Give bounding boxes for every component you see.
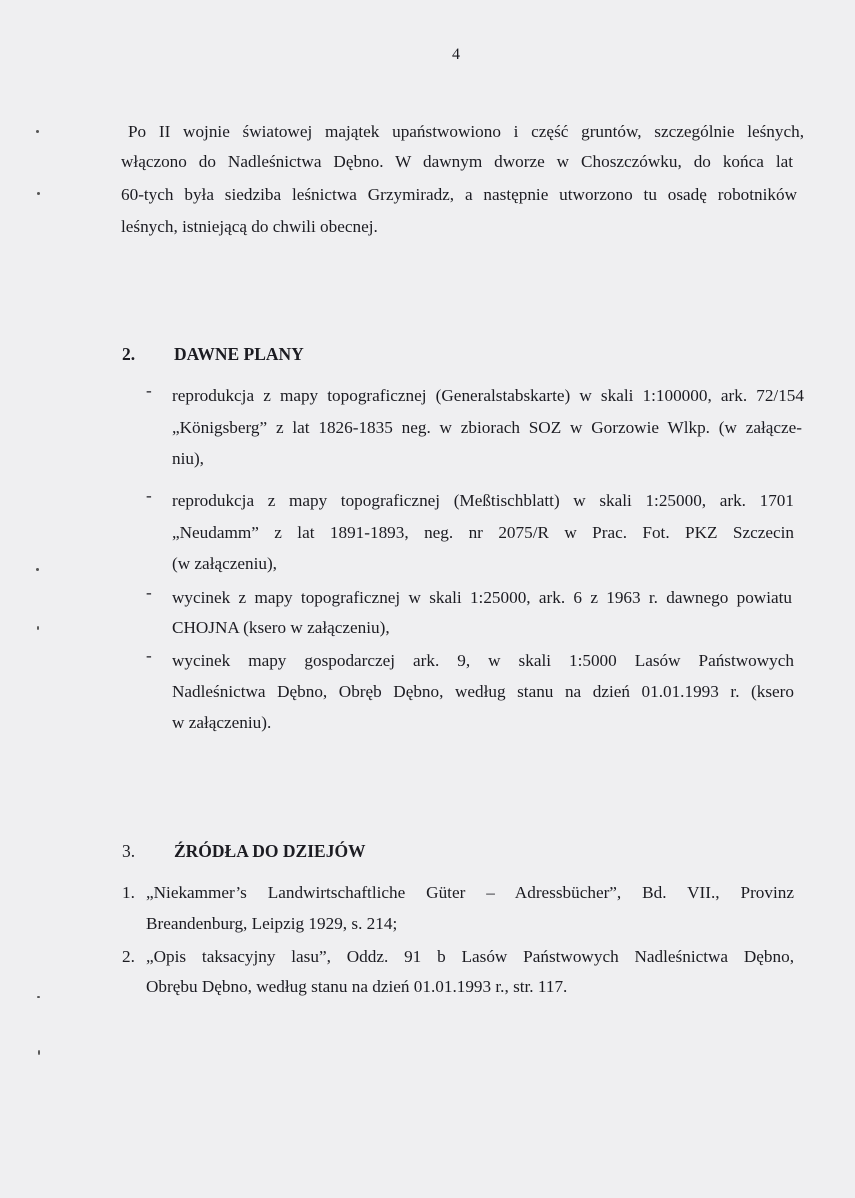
source-2-line-2: Obrębu Dębno, według stanu na dzień 01.01.1993 r., str. 117. xyxy=(146,977,568,996)
intro-line-1: Po II wojnie światowej majątek upaństwowiono i część gruntów, szczególnie leśnych, xyxy=(128,122,804,141)
source-2-number: 2. xyxy=(122,947,135,966)
margin-speck xyxy=(36,130,39,133)
section-2-title: DAWNE PLANY xyxy=(174,344,304,364)
plan-item-1-line-1: reprodukcja z mapy topograficznej (Generalstabskarte) w skali 1:100000, ark. 72/154 xyxy=(172,386,804,405)
list-bullet: - xyxy=(146,381,152,400)
section-3-number: 3. xyxy=(122,841,136,861)
list-bullet: - xyxy=(146,583,152,602)
intro-line-3: 60-tych była siedziba leśnictwa Grzymiradz, a następnie utworzono tu osadę robotników xyxy=(121,185,797,204)
plan-item-4-line-3: w załączeniu). xyxy=(172,713,272,732)
source-1-number: 1. xyxy=(122,883,135,902)
intro-line-2: włączono do Nadleśnictwa Dębno. W dawnym dworze w Choszczówku, do końca lat xyxy=(121,152,793,171)
source-1-line-1: „Niekammer’s Landwirtschaftliche Güter – Adressbücher”, Bd. VII., Provinz xyxy=(146,883,794,902)
margin-speck xyxy=(37,192,40,195)
page-number: 4 xyxy=(452,46,460,63)
margin-speck xyxy=(38,1050,40,1055)
plan-item-2-line-3: (w załączeniu), xyxy=(172,554,277,573)
plan-item-2-line-2: „Neudamm” z lat 1891-1893, neg. nr 2075/R w Prac. Fot. PKZ Szczecin xyxy=(172,523,794,542)
plan-item-4-line-1: wycinek mapy gospodarczej ark. 9, w skali 1:5000 Lasów Państwowych xyxy=(172,651,794,670)
plan-item-3-line-2: CHOJNA (ksero w załączeniu), xyxy=(172,618,390,637)
plan-item-1-line-3: niu), xyxy=(172,449,204,468)
plan-item-2-line-1: reprodukcja z mapy topograficznej (Meßtischblatt) w skali 1:25000, ark. 1701 xyxy=(172,491,794,510)
plan-item-1-line-2: „Königsberg” z lat 1826-1835 neg. w zbiorach SOZ w Gorzowie Wlkp. (w załącze- xyxy=(172,418,802,437)
plan-item-3-line-1: wycinek z mapy topograficznej w skali 1:25000, ark. 6 z 1963 r. dawnego powiatu xyxy=(172,588,792,607)
plan-item-4-line-2: Nadleśnictwa Dębno, Obręb Dębno, według stanu na dzień 01.01.1993 r. (ksero xyxy=(172,682,794,701)
list-bullet: - xyxy=(146,646,152,665)
source-1-line-2: Breandenburg, Leipzig 1929, s. 214; xyxy=(146,914,398,933)
source-2-line-1: „Opis taksacyjny lasu”, Oddz. 91 b Lasów Państwowych Nadleśnictwa Dębno, xyxy=(146,947,794,966)
margin-speck xyxy=(37,626,39,630)
margin-speck xyxy=(36,568,39,571)
section-2-number: 2. xyxy=(122,344,136,364)
intro-line-4: leśnych, istniejącą do chwili obecnej. xyxy=(121,217,378,236)
list-bullet: - xyxy=(146,486,152,505)
section-3-title: ŹRÓDŁA DO DZIEJÓW xyxy=(174,841,366,861)
margin-speck xyxy=(37,996,40,998)
